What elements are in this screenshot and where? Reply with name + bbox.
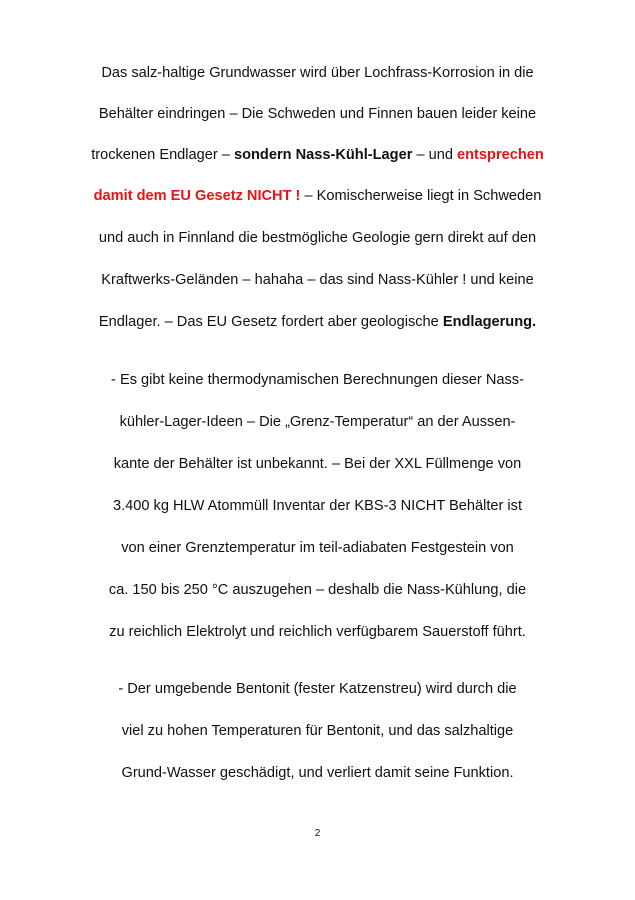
paragraph-1-line-4 — [0, 186, 635, 206]
paragraph-2-line-3 — [0, 454, 635, 474]
text-span: ca. 150 bis 250 °C auszugehen – deshalb die Nass-Kühlung, die — [108, 582, 527, 598]
paragraph-3-line-1 — [0, 679, 635, 699]
paragraph-1-line-7 — [0, 312, 635, 332]
paragraph-1-line-3 — [0, 145, 635, 165]
paragraph-1-line-2 — [0, 104, 635, 124]
red-bold-text-span: entsprechen — [457, 147, 544, 163]
text-span: viel zu hohen Temperaturen für Bentonit, und das salzhaltige — [121, 723, 514, 739]
text-span: zu reichlich Elektrolyt und reichlich verfügbarem Sauerstoff führt. — [109, 624, 526, 640]
text-span: 3.400 kg HLW Atommüll Inventar der KBS-3 NICHT Behälter ist — [112, 498, 523, 514]
text-span: Endlager. – Das EU Gesetz fordert aber geologische — [98, 314, 443, 330]
paragraph-2-line-7 — [0, 622, 635, 642]
page-number: 2 — [314, 828, 321, 839]
text-span: – Komischerweise liegt in Schweden — [300, 188, 542, 204]
paragraph-2-line-1 — [0, 370, 635, 390]
text-span: kühler-Lager-Ideen – Die „Grenz-Temperatur“ an der Aussen- — [119, 414, 516, 430]
paragraph-2-line-4 — [0, 496, 635, 516]
bold-text-span: sondern Nass-Kühl-Lager — [233, 147, 413, 163]
text-span: Kraftwerks-Geländen – hahaha – das sind Nass-Kühler ! und keine — [101, 272, 534, 288]
red-bold-text-span: damit dem EU Gesetz NICHT ! — [93, 188, 301, 204]
text-span: trockenen Endlager – — [91, 147, 234, 163]
paragraph-2-line-2 — [0, 412, 635, 432]
bold-text-span: Endlagerung. — [442, 314, 537, 330]
text-span: Grund-Wasser geschädigt, und verliert damit seine Funktion. — [121, 765, 514, 781]
text-span: von einer Grenztemperatur im teil-adiabaten Festgestein von — [121, 540, 514, 556]
text-span: und auch in Finnland die bestmögliche Geologie gern direkt auf den — [98, 230, 537, 246]
text-span: kante der Behälter ist unbekannt. – Bei der XXL Füllmenge von — [113, 456, 522, 472]
paragraph-1-line-6 — [0, 270, 635, 290]
paragraph-1-line-5 — [0, 228, 635, 248]
paragraph-2-line-5 — [0, 538, 635, 558]
text-span: – und — [412, 147, 458, 163]
paragraph-3-line-3 — [0, 763, 635, 783]
paragraph-3-line-2 — [0, 721, 635, 741]
paragraph-2-line-6 — [0, 580, 635, 600]
paragraph-1-line-1 — [0, 63, 635, 83]
text-span: - Es gibt keine thermodynamischen Berechnungen dieser Nass- — [111, 372, 524, 388]
text-span: Das salz-haltige Grundwasser wird über Lochfrass-Korrosion in die — [101, 65, 534, 81]
text-span: - Der umgebende Bentonit (fester Katzenstreu) wird durch die — [118, 681, 517, 697]
text-span: Behälter eindringen – Die Schweden und Finnen bauen leider keine — [98, 106, 537, 122]
